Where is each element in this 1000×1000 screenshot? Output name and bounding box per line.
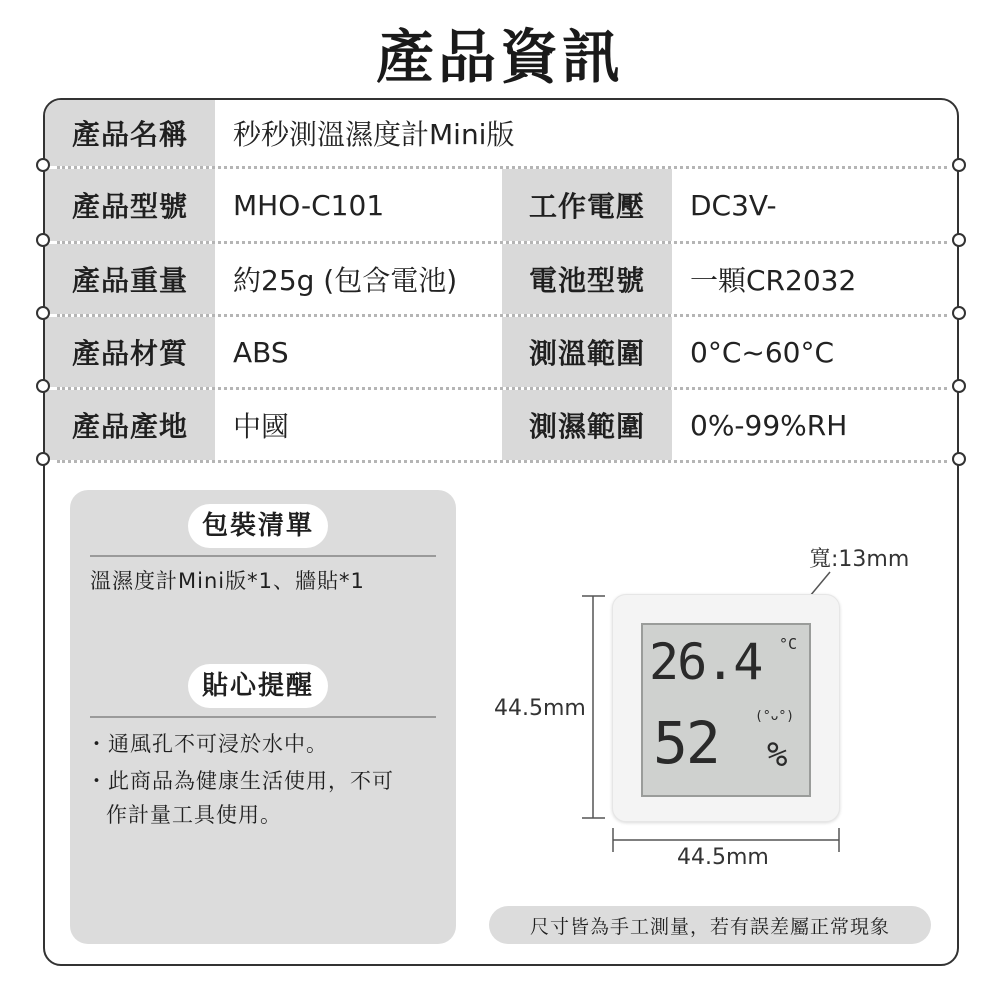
battery-value: 一顆CR2032 [690, 264, 857, 297]
battery-label: 電池型號 [502, 244, 672, 314]
page-title: 產品資訊 [375, 23, 624, 91]
humidity-reading: 52 [653, 709, 719, 777]
height-dimension: 44.5mm [494, 696, 586, 721]
right-notch [952, 158, 966, 172]
voltage-label: 工作電壓 [502, 169, 672, 241]
depth-dimension: 寬:13mm [809, 547, 910, 572]
weight-label: 產品重量 [45, 244, 215, 314]
info-panel [70, 490, 456, 944]
lcd-screen [641, 623, 811, 797]
material-value: ABS [233, 335, 289, 369]
temp-range-label: 測溫範圍 [502, 317, 672, 387]
right-notch [952, 233, 966, 247]
temperature-unit: °C [779, 635, 798, 653]
product-name-value: 秒秒測溫濕度計Mini版 [233, 118, 515, 151]
package-contents: 溫濕度計Mini版*1、牆貼*1 [90, 569, 365, 593]
tips-divider [90, 716, 436, 718]
width-dimension: 44.5mm [677, 845, 769, 870]
product-name-label: 產品名稱 [45, 100, 215, 166]
face-icon: (°ᴗ°) [755, 709, 795, 724]
model-value: MHO-C101 [233, 188, 385, 222]
left-notch [36, 379, 50, 393]
temperature-reading: 26.4 [649, 633, 762, 691]
left-notch [36, 233, 50, 247]
voltage-value: DC3V- [690, 188, 777, 222]
humidity-range-value: 0%-99%RH [690, 408, 848, 442]
product-info-card [43, 98, 959, 966]
humidity-unit: % [767, 735, 788, 775]
origin-label: 產品產地 [45, 390, 215, 460]
weight-value: 約25g (包含電池) [233, 264, 458, 297]
left-notch [36, 158, 50, 172]
right-notch [952, 379, 966, 393]
origin-value: 中國 [233, 410, 290, 443]
tip-item-1: ・通風孔不可浸於水中。 [86, 732, 328, 756]
package-heading: 包裝清單 [188, 504, 328, 548]
row-divider [57, 460, 947, 463]
measurement-note: 尺寸皆為手工測量，若有誤差屬正常現象 [489, 906, 931, 944]
material-label: 產品材質 [45, 317, 215, 387]
tips-heading: 貼心提醒 [188, 664, 328, 708]
temp-range-value: 0°C~60°C [690, 335, 835, 369]
left-notch [36, 452, 50, 466]
model-label: 產品型號 [45, 169, 215, 241]
package-divider [90, 555, 436, 557]
humidity-range-label: 測濕範圍 [502, 390, 672, 460]
tip-item-2-line-2: 作計量工具使用。 [106, 803, 282, 827]
thermometer-device-image [612, 594, 840, 822]
tip-item-2-line-1: ・此商品為健康生活使用，不可 [86, 769, 394, 793]
left-notch [36, 306, 50, 320]
right-notch [952, 306, 966, 320]
right-notch [952, 452, 966, 466]
